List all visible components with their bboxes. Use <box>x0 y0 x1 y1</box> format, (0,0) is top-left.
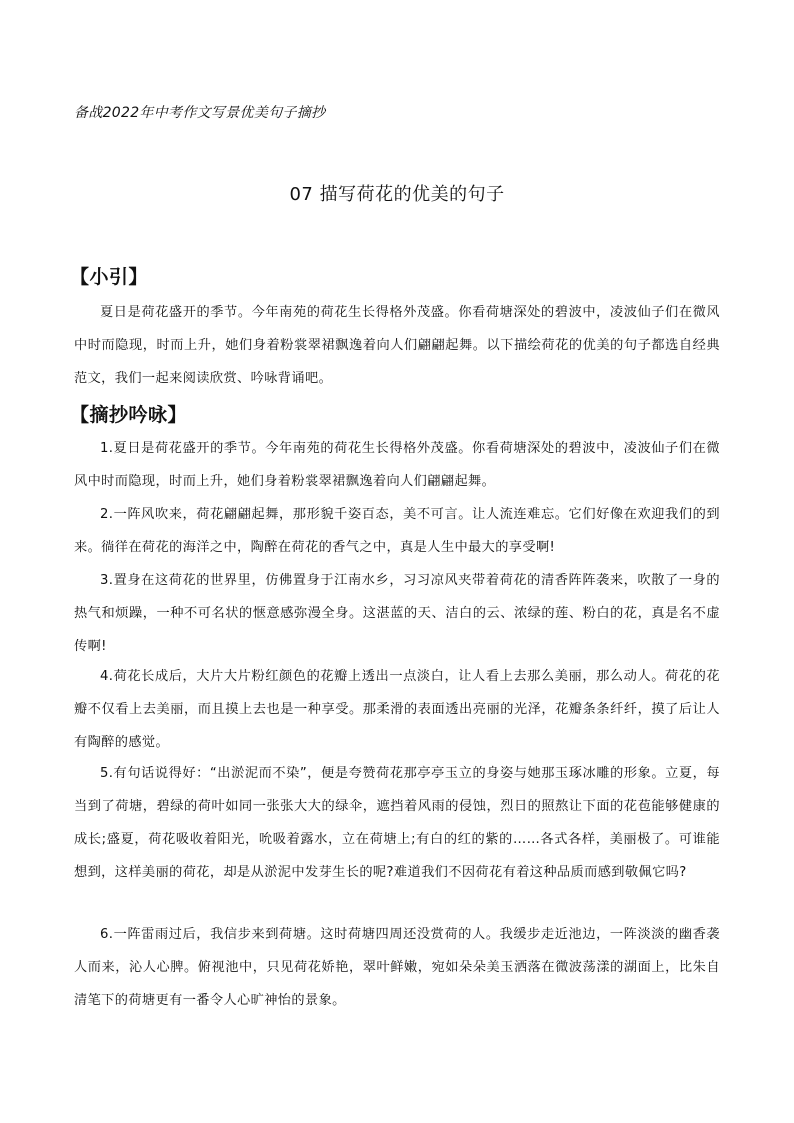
excerpt-paragraph-1: 1.夏日是荷花盛开的季节。今年南苑的荷花生长得格外茂盛。你看荷塘深处的碧波中，凌波仙子们在微风中时而隐现，时而上升，她们身着粉裳翠裙飘逸着向人们翩翩起舞。 <box>74 441 720 489</box>
intro-heading: 【小引】 <box>70 266 149 288</box>
excerpt-paragraph-3: 3.置身在这荷花的世界里，仿佛置身于江南水乡，习习凉风夹带着荷花的清香阵阵袭来，吹散了一身的热气和烦躁，一种不可名状的惬意感弥漫全身。这湛蓝的天、洁白的云、浓绿的莲、粉白的花，真是名不虚传啊! <box>74 573 720 654</box>
excerpt-paragraph-6: 6.一阵雷雨过后，我信步来到荷塘。这时荷塘四周还没赏荷的人。我缓步走近池边，一阵淡淡的幽香袭人而来，沁人心脾。俯视池中，只见荷花娇艳，翠叶鲜嫩，宛如朵朵美玉洒落在微波荡漾的湖面上，比朱自清笔下的荷塘更有一番令人心旷神怡的景象。 <box>74 927 720 1008</box>
excerpt-paragraph-5: 5.有句话说得好：“出淤泥而不染”，便是夸赞荷花那亭亭玉立的身姿与她那玉琢冰雕的形象。立夏，每当到了荷塘，碧绿的荷叶如同一张张大大的绿伞，遮挡着风雨的侵蚀，烈日的照熬让下面的花苞能够健康的成长;盛夏，荷花吸收着阳光，吮吸着露水，立在荷塘上;有白的红的紫的……各式各样，美丽极了。可谁能想到，这样美丽的荷花，却是从淤泥中发芽生长的呢?难道我们不因荷花有着这种品质而感到敬佩它吗? <box>74 766 720 880</box>
excerpt-paragraph-2: 2.一阵风吹来，荷花翩翩起舞，那形貌千姿百态，美不可言。让人流连难忘。它们好像在欢迎我们的到来。徜徉在荷花的海洋之中，陶醉在荷花的香气之中，真是人生中最大的享受啊! <box>74 507 720 555</box>
excerpt-heading: 【摘抄吟咏】 <box>70 404 188 426</box>
intro-paragraph: 夏日是荷花盛开的季节。今年南苑的荷花生长得格外茂盛。你看荷塘深处的碧波中，凌波仙子们在微风中时而隐现，时而上升，她们身着粉裳翠裙飘逸着向人们翩翩起舞。以下描绘荷花的优美的句子都选自经典范文，我们一起来阅读欣赏、吟咏背诵吧。 <box>74 305 720 386</box>
page-title: 07 描写荷花的优美的句子 <box>289 184 505 205</box>
excerpt-paragraph-4: 4.荷花长成后，大片大片粉红颜色的花瓣上透出一点淡白，让人看上去那么美丽，那么动人。荷花的花瓣不仅看上去美丽，而且摸上去也是一种享受。那柔滑的表面透出亮丽的光泽，花瓣条条纤纤，摸了后让人有陶醉的感觉。 <box>74 669 720 750</box>
header-note: 备战2022年中考作文写景优美句子摘抄 <box>74 105 326 121</box>
